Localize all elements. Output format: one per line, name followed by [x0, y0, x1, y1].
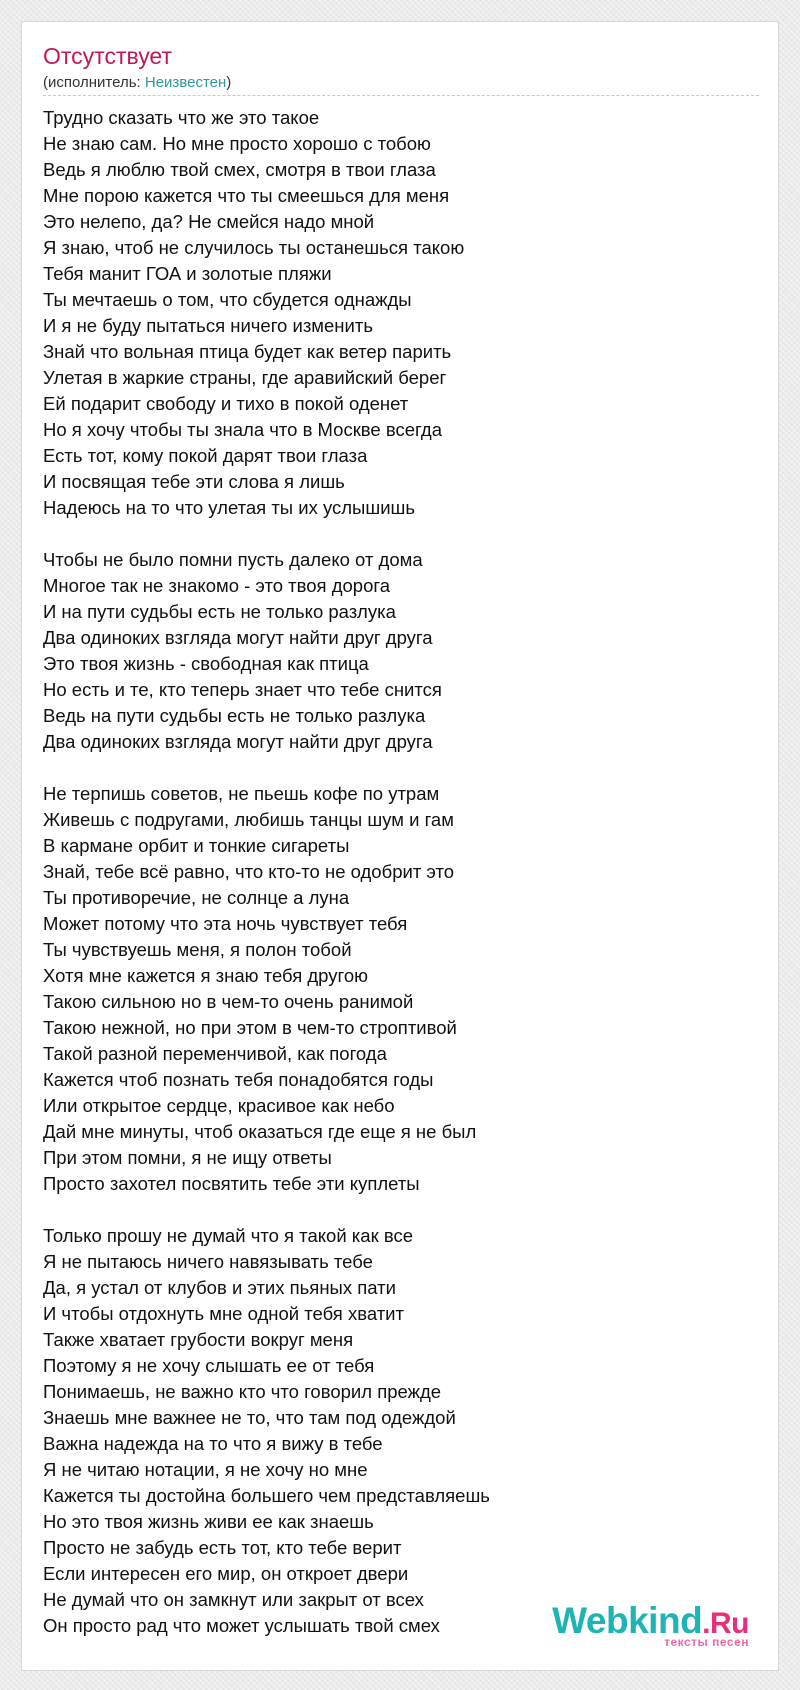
lyric-line: Многое так не знакомо - это твоя дорога	[43, 575, 390, 596]
lyric-line: Два одиноких взгляда могут найти друг друга	[43, 627, 433, 648]
artist-prefix: (исполнитель:	[43, 74, 145, 91]
lyric-line: Поэтому я не хочу слышать ее от тебя	[43, 1355, 375, 1376]
lyric-line: Кажется чтоб познать тебя понадобятся годы	[43, 1069, 434, 1090]
lyric-line: Два одиноких взгляда могут найти друг друга	[43, 731, 433, 752]
lyric-line: И чтобы отдохнуть мне одной тебя хватит	[43, 1303, 404, 1324]
lyric-line: Также хватает грубости вокруг меня	[43, 1329, 354, 1350]
lyric-line: Живешь с подругами, любишь танцы шум и гам	[43, 809, 454, 830]
logo-tagline: тексты песен	[664, 1635, 749, 1649]
lyric-line: Важна надежда на то что я вижу в тебе	[43, 1433, 383, 1454]
lyric-line: Ей подарит свободу и тихо в покой оденет	[43, 393, 409, 414]
lyric-line: И на пути судьбы есть не только разлука	[43, 601, 396, 622]
lyric-line: Это твоя жизнь - свободная как птица	[43, 653, 369, 674]
lyric-line: Чтобы не было помни пусть далеко от дома	[43, 549, 423, 570]
lyric-line: Мне порою кажется что ты смеешься для меня	[43, 185, 450, 206]
lyric-line: Может потому что эта ночь чувствует тебя	[43, 913, 408, 934]
artist-suffix: )	[226, 74, 232, 91]
stanza-break	[43, 755, 763, 781]
artist-link[interactable]: Неизвестен	[144, 74, 227, 91]
lyric-line: Трудно сказать что же это такое	[43, 107, 320, 128]
lyric-line: Ты чувствуешь меня, я полон тобой	[43, 939, 352, 960]
lyric-line: Кажется ты достойна большего чем представляешь	[43, 1485, 490, 1506]
lyric-line: Надеюсь на то что улетая ты их услышишь	[43, 497, 416, 518]
lyric-line: При этом помни, я не ищу ответы	[43, 1147, 332, 1168]
lyric-line: Такой разной переменчивой, как погода	[43, 1043, 387, 1064]
logo-wordmark	[552, 1602, 749, 1639]
webkind-logo	[552, 1602, 749, 1648]
stanza-break	[43, 1197, 763, 1223]
lyric-line: Просто захотел посвятить тебе эти куплеты	[43, 1173, 420, 1194]
lyric-line: Не терпишь советов, не пьешь кофе по утрам	[43, 783, 440, 804]
lyrics-text	[43, 105, 763, 1639]
lyric-line: Если интересен его мир, он откроет двери	[43, 1563, 409, 1584]
lyric-line: Такою нежной, но при этом в чем-то строптивой	[43, 1017, 457, 1038]
lyric-line: Ведь на пути судьбы есть не только разлука	[43, 705, 426, 726]
lyric-line: Но я хочу чтобы ты знала что в Москве всегда	[43, 419, 443, 440]
lyric-line: И я не буду пытаться ничего изменить	[43, 315, 373, 336]
lyric-line: Знай что вольная птица будет как ветер парить	[43, 341, 452, 362]
lyric-line: Хотя мне кажется я знаю тебя другою	[43, 965, 369, 986]
lyrics-card	[21, 21, 779, 1671]
lyric-line: Ведь я люблю твой смех, смотря в твои глаза	[43, 159, 436, 180]
lyric-line: Есть тот, кому покой дарят твои глаза	[43, 445, 368, 466]
lyric-line: Такою сильною но в чем-то очень ранимой	[43, 991, 414, 1012]
artist-line	[43, 73, 231, 93]
lyric-line: Или открытое сердце, красивое как небо	[43, 1095, 395, 1116]
stanza-break	[43, 521, 763, 547]
lyric-line: Но есть и те, кто теперь знает что тебе снится	[43, 679, 442, 700]
lyric-line: Просто не забудь есть тот, кто тебе верит	[43, 1537, 402, 1558]
lyric-line: Не думай что он замкнут или закрыт от всех	[43, 1589, 424, 1610]
lyric-line: Я не пытаюсь ничего навязывать тебе	[43, 1251, 373, 1272]
song-title: Отсутствует	[43, 43, 172, 69]
lyric-line: Только прошу не думай что я такой как все	[43, 1225, 413, 1246]
logo-tld: .Ru	[702, 1607, 749, 1640]
lyric-line: Ты мечтаешь о том, что сбудется однажды	[43, 289, 412, 310]
lyric-line: Тебя манит ГОА и золотые пляжи	[43, 263, 332, 284]
lyric-line: Улетая в жаркие страны, где аравийский берег	[43, 367, 447, 388]
lyric-line: Но это твоя жизнь живи ее как знаешь	[43, 1511, 374, 1532]
lyric-line: Не знаю сам. Но мне просто хорошо с тобою	[43, 133, 431, 154]
lyric-line: Он просто рад что может услышать твой смех	[43, 1615, 440, 1636]
lyric-line: Я не читаю нотации, я не хочу но мне	[43, 1459, 368, 1480]
lyric-line: Да, я устал от клубов и этих пьяных пати	[43, 1277, 396, 1298]
logo-word: Webkind	[552, 1600, 703, 1641]
lyric-line: Понимаешь, не важно кто что говорил прежде	[43, 1381, 442, 1402]
lyric-line: Ты противоречие, не солнце а луна	[43, 887, 350, 908]
lyric-line: Это нелепо, да? Не смейся надо мной	[43, 211, 375, 232]
lyric-line: И посвящая тебе эти слова я лишь	[43, 471, 345, 492]
lyric-line: Я знаю, чтоб не случилось ты останешься такою	[43, 237, 465, 258]
lyric-line: Дай мне минуты, чтоб оказаться где еще я не был	[43, 1121, 477, 1142]
lyric-line: В кармане орбит и тонкие сигареты	[43, 835, 350, 856]
lyric-line: Знаешь мне важнее не то, что там под одеждой	[43, 1407, 456, 1428]
header-divider	[43, 95, 759, 96]
lyric-line: Знай, тебе всё равно, что кто-то не одобрит это	[43, 861, 455, 882]
